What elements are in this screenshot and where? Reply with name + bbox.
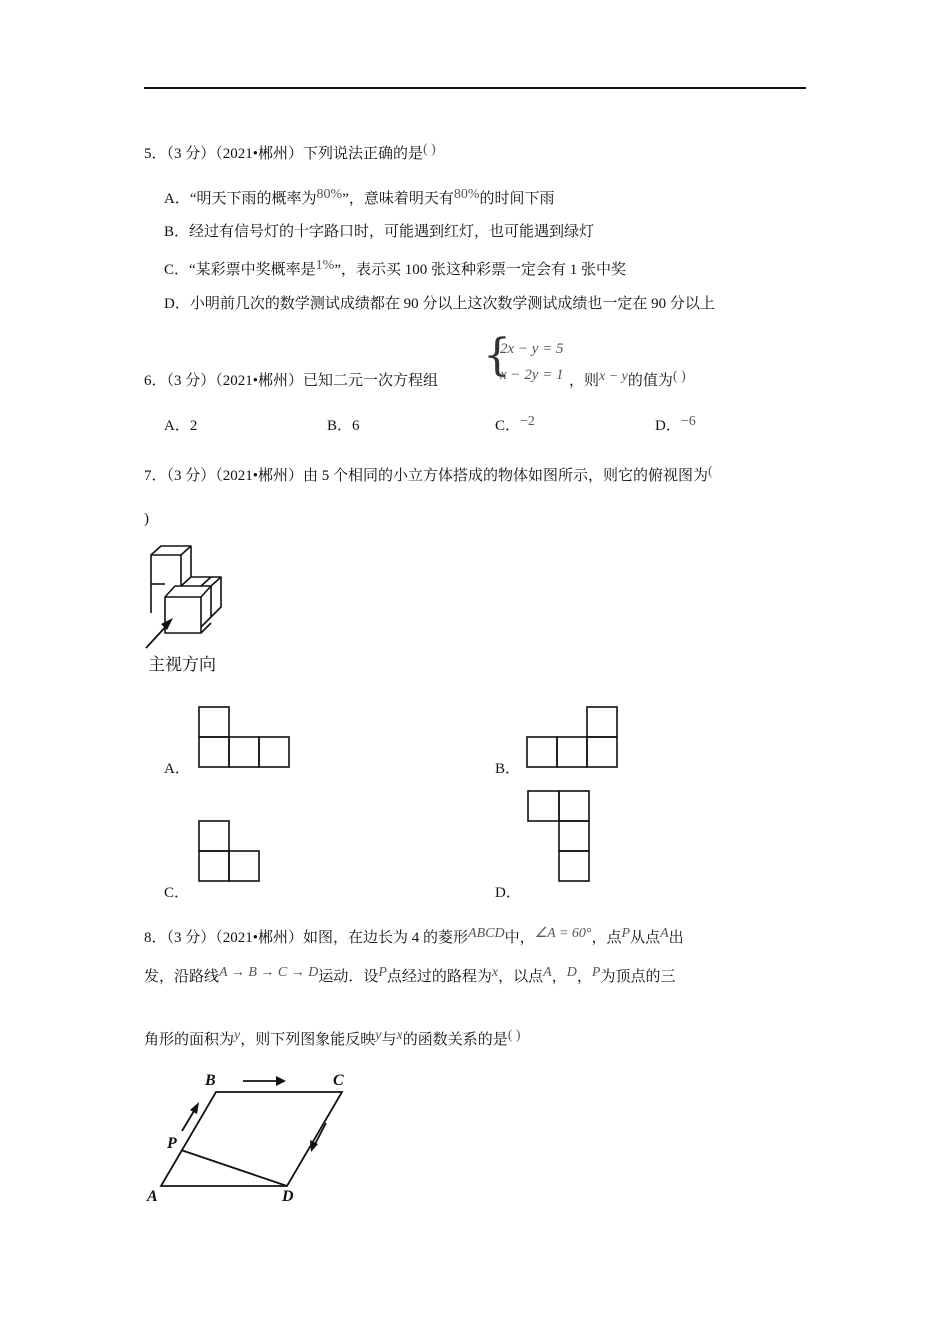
q6-stem: 6．（3 分）（2021•郴州）已知二元一次方程组 [144,373,439,389]
arrowhead-ab [190,1102,199,1114]
q6-option-b: B．6 [327,418,360,434]
q7-option-c-label: C． [164,885,190,901]
q7-figure-caption: 主视方向 [148,655,216,674]
label-d: D [282,1188,294,1205]
q5-option-c: C．“某彩票中奖概率是1%”，表示买 100 张这种彩票一定会有 1 张中奖 [164,258,627,278]
q6-tail: ，则x − y的值为( ) [569,369,686,389]
q6-option-c: C．−2 [495,414,535,434]
q5-option-d: D．小明前几次的数学测试成绩都在 90 分以上这次数学测试成绩也一定在 90 分以上 [164,296,715,312]
label-b: B [205,1072,216,1089]
label-c: C [333,1072,344,1089]
q5-option-a: A．“明天下雨的概率为80%”，意味着明天有80%的时间下雨 [164,187,555,207]
q7-option-b-label: B． [495,761,521,777]
q7-option-d-label: D． [495,885,521,901]
q5-stem: 5．（3 分）（2021•郴州）下列说法正确的是( ) [144,142,436,162]
q6-option-a: A．2 [164,418,198,434]
segment-pd [181,1150,287,1186]
label-p: P [167,1135,177,1152]
q5-option-b: B．经过有信号灯的十字路口时，可能遇到红灯，也可能遇到绿灯 [164,224,595,240]
q6-equation-2: x − 2y = 1 [500,367,564,383]
q6-option-d: D．−6 [655,414,696,434]
q8-line-1: 8．（3 分）（2021•郴州）如图，在边长为 4 的菱形ABCD中，∠A = 60°，点P从点A出 [144,926,684,946]
q8-line-3: 角形的面积为y，则下列图象能反映y与x的函数关系的是( ) [144,1028,521,1048]
q7-paren-close: ) [144,511,149,527]
q7-option-a-label: A． [164,761,190,777]
q6-brace: { [483,330,511,381]
label-a: A [147,1188,158,1205]
q6-equation-1: 2x − y = 5 [500,341,564,357]
q8-line-2: 发，沿路线A → B → C → D运动．设P点经过的路程为x，以点A，D，P为顶点的三 [144,965,676,985]
rhombus-abcd [161,1092,342,1186]
arrowhead-bc [276,1076,286,1086]
q7-stem: 7．（3 分）（2021•郴州）由 5 个相同的小立方体搭成的物体如图所示，则它的俯视图为( [144,464,713,484]
arrow-cd [314,1123,326,1146]
